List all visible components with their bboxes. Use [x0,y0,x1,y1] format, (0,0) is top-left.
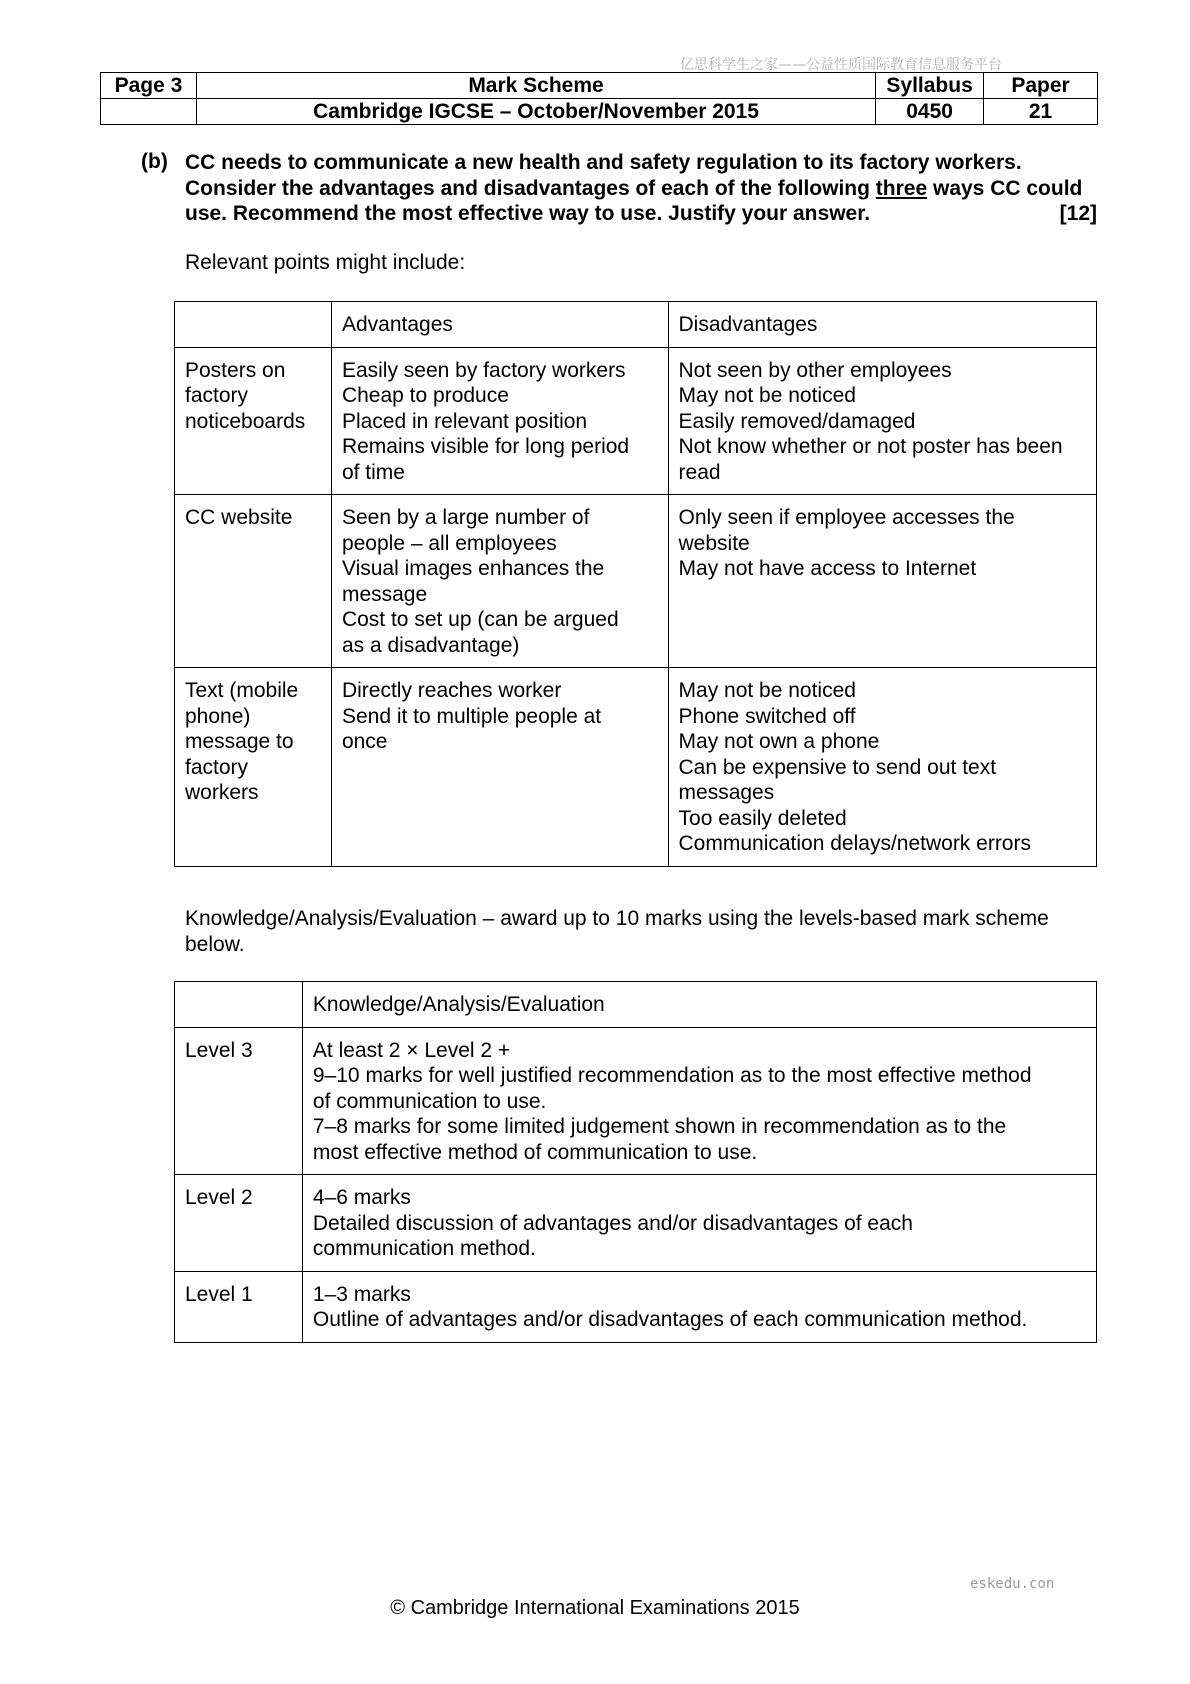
levels-header-row [175,982,1097,1028]
table-row [175,1027,1097,1175]
method-cell [175,347,332,495]
level-line: communication method. [312,1237,536,1260]
method-line: message to [185,730,294,753]
advantages-cell [331,347,668,495]
advantages-cell [331,668,668,867]
disadvantages-cell [668,347,1096,495]
levels-table [174,981,1097,1343]
table-row [175,1271,1097,1342]
advantage-line: Cheap to produce [341,384,509,407]
advantage-line: Remains visible for long period [341,435,630,458]
level-line: most effective method of communication to use. [312,1140,758,1164]
question-marks: [12] [1059,202,1097,225]
intro-text: Relevant points might include: [185,251,466,274]
advantage-line: as a disadvantage) [341,633,520,657]
level-label: Level 1 [175,1271,303,1342]
method-line: Text (mobile [185,679,299,702]
levels-header: Knowledge/Analysis/Evaluation [302,982,1096,1028]
watermark-bottom: eskedu.con [970,1576,1055,1592]
method-line: phone) [185,704,251,728]
level-line: Detailed discussion of advantages and/or disadvantages of each [312,1211,913,1235]
level-line: Outline of advantages and/or disadvantages of each communication method. [312,1308,1028,1331]
advantage-line: message [341,582,428,606]
level-line: 9–10 marks for well justified recommendation as to the most effective method [312,1064,1032,1087]
question-label: (b) [141,150,168,173]
advantages-header: Advantages [331,302,668,348]
disadvantage-line: Communication delays/network errors [678,832,1031,855]
level-line: 1–3 marks [312,1282,411,1306]
disadvantages-cell [668,668,1096,867]
method-line: noticeboards [185,409,306,433]
advantage-line: of time [341,460,405,484]
methods-table [174,301,1097,867]
level-description [302,1271,1096,1342]
method-line: Posters on [185,358,286,382]
method-line: CC website [185,506,293,529]
advantage-line: once [341,730,388,753]
disadvantage-line: Easily removed/damaged [678,409,916,433]
level-line: At least 2 × Level 2 + [312,1038,511,1062]
methods-header-empty [175,302,332,348]
advantage-line: people – all employees [341,531,557,555]
header-subtitle: Cambridge IGCSE – October/November 2015 [196,99,875,125]
kae-note: Knowledge/Analysis/Evaluation – award up to 10 marks using the levels-based mark scheme below. [185,907,1049,956]
level-description [302,1175,1096,1272]
question-text-part1: CC needs to communicate a new health and safety regulation to its factory workers. Consider the advantages and disadvantages of each of the following [185,151,1022,200]
table-row [175,1175,1097,1272]
header-table [100,72,1098,125]
disadvantage-line: May not own a phone [678,730,880,753]
disadvantage-line: Not know whether or not poster has been [678,435,1063,458]
paper-label: Paper [984,73,1098,99]
footer-copyright: © Cambridge International Examinations 2015 [390,1597,800,1619]
disadvantage-line: Too easily deleted [678,806,847,830]
levels-header-empty [175,982,303,1028]
methods-header-row [175,302,1097,348]
disadvantage-line: Can be expensive to send out text [678,755,997,779]
advantage-line: Seen by a large number of [341,506,590,529]
question-underlined-word: three [875,176,928,200]
level-description [302,1027,1096,1175]
level-label: Level 3 [175,1027,303,1175]
method-line: factory [185,755,249,779]
disadvantages-header: Disadvantages [668,302,1096,348]
syllabus-value: 0450 [876,99,984,125]
disadvantage-line: May not be noticed [678,679,856,702]
method-line: workers [185,781,259,804]
advantages-cell [331,495,668,668]
disadvantage-line: website [678,531,750,555]
level-line: 4–6 marks [312,1186,411,1209]
method-cell [175,668,332,867]
question-text [185,150,1097,227]
syllabus-label: Syllabus [876,73,984,99]
page-number: Page 3 [101,73,197,99]
level-label: Level 2 [175,1175,303,1272]
disadvantage-line: May not be noticed [678,384,856,407]
disadvantage-line: Only seen if employee accesses the [678,506,1015,529]
advantage-line: Directly reaches worker [341,679,562,702]
advantage-line: Visual images enhances the [341,557,605,580]
disadvantage-line: Phone switched off [678,704,856,728]
advantage-line: Cost to set up (can be argued [341,608,619,631]
method-cell [175,495,332,668]
method-line: factory [185,384,249,407]
disadvantage-line: May not have access to Internet [678,557,977,580]
table-row [175,668,1097,867]
disadvantage-line: Not seen by other employees [678,358,952,382]
paper-value: 21 [984,99,1098,125]
header-empty-cell [101,99,197,125]
table-row [175,347,1097,495]
level-line: 7–8 marks for some limited judgement shown in recommendation as to the [312,1115,1007,1138]
level-line: of communication to use. [312,1089,547,1113]
advantage-line: Placed in relevant position [341,409,588,433]
disadvantages-cell [668,495,1096,668]
header-title: Mark Scheme [196,73,875,99]
table-row [175,495,1097,668]
question-text-part2: ways CC could use. Recommend the most effective way to use. Justify your answer. [185,176,1083,225]
advantage-line: Easily seen by factory workers [341,358,626,382]
disadvantage-line: read [678,460,721,484]
watermark-top: 亿思科学生之家——公益性质国际教育信息服务平台 [680,57,1002,73]
disadvantage-line: messages [678,781,775,804]
advantage-line: Send it to multiple people at [341,704,602,728]
